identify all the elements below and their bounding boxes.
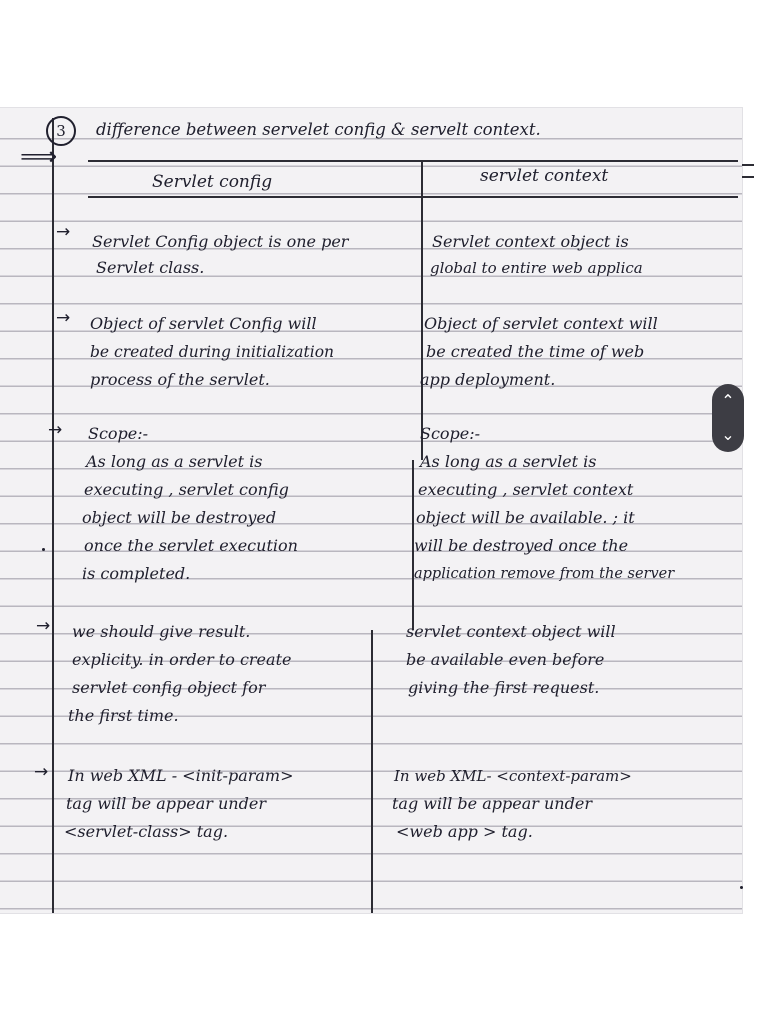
table-top-rule — [88, 160, 738, 162]
header-rule — [88, 196, 738, 198]
bullet-arrow-icon: → — [56, 308, 71, 328]
row4-left-line1: we should give result. — [72, 622, 251, 641]
row4-left-line4: the first time. — [68, 706, 179, 725]
row1-left-line1: Servlet Config object is one per — [92, 232, 349, 251]
column-header-left: Servlet config — [152, 172, 273, 192]
ink-dot — [740, 886, 743, 889]
column-divider — [421, 160, 423, 460]
bullet-arrow-icon: → — [36, 616, 51, 636]
row3-right-line4: object will be available. ; it — [416, 508, 635, 527]
row5-right-line2: tag will be appear under — [392, 794, 592, 813]
row3-right-line3: executing , servlet context — [418, 480, 634, 499]
row4-right-line1: servlet context object will — [406, 622, 616, 641]
page-number: 3 — [46, 116, 76, 146]
row3-left-line4: object will be destroyed — [82, 508, 277, 527]
chevron-up-icon: ⌃ — [721, 391, 735, 410]
row3-right-line5: will be destroyed once the — [414, 536, 629, 555]
column-header-right: servlet context — [480, 166, 609, 186]
row3-left-line6: is completed. — [82, 564, 191, 583]
scroll-up-button[interactable] — [712, 384, 744, 418]
row4-right-line2: be available even before — [406, 650, 605, 669]
row3-right-line2: As long as a servlet is — [420, 452, 597, 471]
row3-left-line3: executing , servlet config — [84, 480, 289, 499]
margin-line — [52, 118, 54, 913]
row1-right-line2: global to entire web applica — [430, 259, 643, 277]
arrow-icon: ⟹ — [20, 142, 58, 172]
row5-left-line2: tag will be appear under — [66, 794, 266, 813]
page-scroll-control[interactable] — [712, 384, 744, 452]
row2-left-line3: process of the servlet. — [90, 370, 270, 389]
edge-tick — [742, 176, 754, 178]
row2-right-line1: Object of servlet context will — [424, 314, 658, 333]
row5-right-line1: In web XML- <context-param> — [394, 767, 632, 785]
column-divider — [371, 630, 373, 913]
row2-left-line2: be created during initialization — [90, 343, 335, 361]
row2-right-line2: be created the time of web — [426, 342, 645, 361]
row4-right-line3: giving the first request. — [408, 678, 600, 697]
row4-left-line3: servlet config object for — [72, 678, 266, 697]
row5-left-line3: <servlet-class> tag. — [64, 822, 229, 841]
row3-right-line1: Scope:- — [420, 424, 481, 443]
row3-left-line1: Scope:- — [88, 424, 149, 443]
row5-left-line1: In web XML - <init-param> — [68, 766, 294, 785]
ink-dot — [42, 548, 45, 551]
row1-right-line1: Servlet context object is — [432, 232, 629, 251]
row3-right-line6: application remove from the server — [414, 566, 675, 582]
row3-left-line5: once the servlet execution — [84, 536, 298, 555]
chevron-down-icon: ⌄ — [721, 425, 735, 444]
scroll-down-button[interactable] — [712, 418, 744, 452]
row1-left-line2: Servlet class. — [96, 258, 205, 277]
bullet-arrow-icon: → — [48, 420, 63, 440]
row2-left-line1: Object of servlet Config will — [90, 314, 317, 333]
row4-left-line2: explicity. in order to create — [72, 650, 292, 669]
edge-tick — [742, 164, 754, 166]
row5-right-line3: <web app > tag. — [396, 822, 533, 841]
bullet-arrow-icon: → — [56, 222, 71, 242]
page-title: difference between servelet config & servelt context. — [96, 120, 541, 139]
row3-left-line2: As long as a servlet is — [86, 452, 263, 471]
bullet-arrow-icon: → — [34, 762, 49, 782]
row2-right-line3: app deployment. — [420, 370, 556, 389]
